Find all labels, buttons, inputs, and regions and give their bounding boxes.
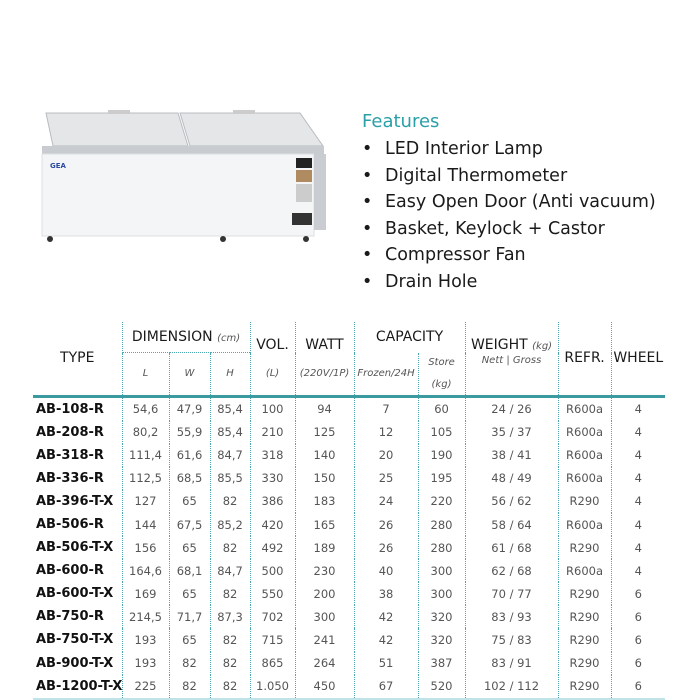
cell-type: AB-208-R xyxy=(36,424,104,440)
cell-refrigerant: R600a xyxy=(558,444,611,467)
cell-height: 82 xyxy=(210,490,250,513)
cell-refrigerant: R600a xyxy=(558,421,611,444)
cell-length: 144 xyxy=(122,513,169,536)
cell-wheel: 6 xyxy=(611,605,665,628)
cell-frozen-capacity: 26 xyxy=(354,536,418,559)
cell-volume: 492 xyxy=(250,536,295,559)
brand-logo: GEA xyxy=(50,162,66,170)
table-row xyxy=(33,467,665,490)
cell-frozen-capacity: 24 xyxy=(354,490,418,513)
feature-label: Digital Thermometer xyxy=(385,165,568,186)
cell-length: 156 xyxy=(122,536,169,559)
feature-label: Drain Hole xyxy=(385,271,478,292)
cell-watt: 165 xyxy=(295,513,354,536)
header-watt-unit: (220V/1P) xyxy=(295,353,354,397)
cell-volume: 100 xyxy=(250,396,295,421)
cell-store-capacity: 300 xyxy=(418,582,465,605)
table-row xyxy=(33,421,665,444)
header-vol-unit: (L) xyxy=(250,353,295,397)
chest-freezer-image xyxy=(38,98,330,246)
spec-table xyxy=(33,322,665,700)
table-row xyxy=(33,675,665,699)
cell-store-capacity: 105 xyxy=(418,421,465,444)
cell-weight: 24 / 26 xyxy=(465,396,558,421)
cell-weight: 48 / 49 xyxy=(465,467,558,490)
cell-width: 67,5 xyxy=(169,513,210,536)
cell-watt: 241 xyxy=(295,628,354,651)
header-weight: WEIGHT (kg) xyxy=(465,322,558,353)
cell-store-capacity: 300 xyxy=(418,559,465,582)
table-row xyxy=(33,605,665,628)
cell-weight: 62 / 68 xyxy=(465,559,558,582)
cell-watt: 300 xyxy=(295,605,354,628)
cell-wheel: 4 xyxy=(611,421,665,444)
cell-weight: 75 / 83 xyxy=(465,628,558,651)
cell-width: 47,9 xyxy=(169,396,210,421)
cell-frozen-capacity: 38 xyxy=(354,582,418,605)
table-row xyxy=(33,513,665,536)
cell-frozen-capacity: 42 xyxy=(354,605,418,628)
cell-store-capacity: 387 xyxy=(418,652,465,675)
cell-type: AB-750-T-X xyxy=(36,632,114,648)
cell-store-capacity: 520 xyxy=(418,675,465,699)
header-refr: REFR. xyxy=(558,322,611,396)
cell-type: AB-600-T-X xyxy=(36,586,114,602)
feature-label: Basket, Keylock + Castor xyxy=(385,218,605,239)
cell-height: 82 xyxy=(210,536,250,559)
cell-height: 84,7 xyxy=(210,559,250,582)
cell-refrigerant: R290 xyxy=(558,605,611,628)
feature-item xyxy=(362,136,656,163)
cell-width: 82 xyxy=(169,652,210,675)
cell-volume: 210 xyxy=(250,421,295,444)
cell-store-capacity: 280 xyxy=(418,536,465,559)
table-row xyxy=(33,536,665,559)
cell-type: AB-318-R xyxy=(36,447,104,463)
cell-wheel: 4 xyxy=(611,559,665,582)
cell-type: AB-336-R xyxy=(36,470,104,486)
cell-wheel: 4 xyxy=(611,490,665,513)
cell-frozen-capacity: 51 xyxy=(354,652,418,675)
cell-wheel: 4 xyxy=(611,467,665,490)
header-frozen: Frozen/24H xyxy=(354,353,418,397)
cell-volume: 1.050 xyxy=(250,675,295,699)
table-row xyxy=(33,559,665,582)
cell-refrigerant: R290 xyxy=(558,675,611,699)
cell-watt: 189 xyxy=(295,536,354,559)
cell-type: AB-600-R xyxy=(36,563,104,579)
header-wheel: WHEEL xyxy=(611,322,665,396)
cell-frozen-capacity: 42 xyxy=(354,628,418,651)
header-capacity: CAPACITY xyxy=(354,322,465,353)
header-weight-sub: Nett | Gross xyxy=(465,353,558,397)
feature-label: LED Interior Lamp xyxy=(385,139,543,159)
feature-item xyxy=(362,163,656,190)
cell-volume: 386 xyxy=(250,490,295,513)
header-h: H xyxy=(210,353,250,397)
cell-watt: 200 xyxy=(295,582,354,605)
cell-height: 82 xyxy=(210,652,250,675)
header-w: W xyxy=(169,353,210,397)
cell-refrigerant: R600a xyxy=(558,467,611,490)
cell-height: 87,3 xyxy=(210,605,250,628)
cell-length: 214,5 xyxy=(122,605,169,628)
cell-wheel: 4 xyxy=(611,513,665,536)
header-l: L xyxy=(122,353,169,397)
cell-width: 65 xyxy=(169,582,210,605)
cell-height: 82 xyxy=(210,582,250,605)
cell-height: 84,7 xyxy=(210,444,250,467)
cell-type: AB-506-R xyxy=(36,517,104,533)
header-store: Store (kg) xyxy=(418,353,465,397)
cell-wheel: 6 xyxy=(611,652,665,675)
cell-weight: 56 / 62 xyxy=(465,490,558,513)
cell-width: 65 xyxy=(169,628,210,651)
features-title: Features xyxy=(362,111,440,132)
features-list xyxy=(362,136,656,295)
cell-watt: 150 xyxy=(295,467,354,490)
feature-item xyxy=(362,216,656,243)
cell-volume: 865 xyxy=(250,652,295,675)
cell-width: 65 xyxy=(169,490,210,513)
table-row xyxy=(33,396,665,421)
bullet-icon: • xyxy=(362,245,373,265)
cell-length: 193 xyxy=(122,652,169,675)
cell-frozen-capacity: 40 xyxy=(354,559,418,582)
cell-watt: 230 xyxy=(295,559,354,582)
cell-width: 61,6 xyxy=(169,444,210,467)
table-row xyxy=(33,582,665,605)
bullet-icon: • xyxy=(362,165,373,186)
cell-refrigerant: R290 xyxy=(558,628,611,651)
cell-length: 127 xyxy=(122,490,169,513)
cell-length: 169 xyxy=(122,582,169,605)
cell-refrigerant: R290 xyxy=(558,490,611,513)
cell-height: 85,4 xyxy=(210,396,250,421)
header-watt: WATT xyxy=(295,322,354,353)
cell-store-capacity: 60 xyxy=(418,396,465,421)
cell-width: 55,9 xyxy=(169,421,210,444)
cell-height: 82 xyxy=(210,675,250,699)
cell-weight: 83 / 93 xyxy=(465,605,558,628)
cell-wheel: 6 xyxy=(611,675,665,699)
cell-weight: 102 / 112 xyxy=(465,675,558,699)
cell-frozen-capacity: 67 xyxy=(354,675,418,699)
cell-volume: 702 xyxy=(250,605,295,628)
table-row xyxy=(33,628,665,651)
cell-volume: 715 xyxy=(250,628,295,651)
feature-item xyxy=(362,242,656,269)
cell-refrigerant: R600a xyxy=(558,559,611,582)
bullet-icon: • xyxy=(362,139,373,159)
cell-refrigerant: R290 xyxy=(558,652,611,675)
cell-refrigerant: R290 xyxy=(558,582,611,605)
cell-type: AB-750-R xyxy=(36,609,104,625)
cell-height: 85,4 xyxy=(210,421,250,444)
cell-volume: 420 xyxy=(250,513,295,536)
bullet-icon: • xyxy=(362,218,373,239)
cell-volume: 500 xyxy=(250,559,295,582)
cell-frozen-capacity: 20 xyxy=(354,444,418,467)
cell-volume: 550 xyxy=(250,582,295,605)
cell-refrigerant: R290 xyxy=(558,536,611,559)
cell-watt: 94 xyxy=(295,396,354,421)
cell-volume: 318 xyxy=(250,444,295,467)
cell-type: AB-1200-T-X xyxy=(36,678,123,694)
header-vol: VOL. xyxy=(250,322,295,353)
cell-width: 65 xyxy=(169,536,210,559)
cell-type: AB-396-T-X xyxy=(36,493,114,509)
header-dimension: DIMENSION (cm) xyxy=(122,322,250,353)
cell-watt: 264 xyxy=(295,652,354,675)
cell-weight: 61 / 68 xyxy=(465,536,558,559)
cell-store-capacity: 190 xyxy=(418,444,465,467)
cell-watt: 183 xyxy=(295,490,354,513)
cell-refrigerant: R600a xyxy=(558,513,611,536)
cell-store-capacity: 220 xyxy=(418,490,465,513)
cell-weight: 35 / 37 xyxy=(465,421,558,444)
table-row xyxy=(33,490,665,513)
cell-type: AB-900-T-X xyxy=(36,655,114,671)
cell-watt: 125 xyxy=(295,421,354,444)
cell-store-capacity: 320 xyxy=(418,628,465,651)
cell-width: 68,1 xyxy=(169,559,210,582)
bullet-icon: • xyxy=(362,192,373,212)
cell-frozen-capacity: 12 xyxy=(354,421,418,444)
cell-frozen-capacity: 7 xyxy=(354,396,418,421)
cell-length: 112,5 xyxy=(122,467,169,490)
cell-store-capacity: 280 xyxy=(418,513,465,536)
cell-length: 225 xyxy=(122,675,169,699)
feature-item xyxy=(362,269,656,296)
feature-item xyxy=(362,189,656,216)
cell-type: AB-108-R xyxy=(36,401,104,417)
cell-wheel: 4 xyxy=(611,396,665,421)
cell-wheel: 4 xyxy=(611,536,665,559)
cell-height: 82 xyxy=(210,628,250,651)
cell-weight: 38 / 41 xyxy=(465,444,558,467)
cell-weight: 70 / 77 xyxy=(465,582,558,605)
cell-weight: 83 / 91 xyxy=(465,652,558,675)
cell-type: AB-506-T-X xyxy=(36,540,114,556)
cell-watt: 140 xyxy=(295,444,354,467)
header-type: TYPE xyxy=(60,350,95,367)
cell-frozen-capacity: 25 xyxy=(354,467,418,490)
cell-width: 71,7 xyxy=(169,605,210,628)
table-row xyxy=(33,444,665,467)
cell-store-capacity: 195 xyxy=(418,467,465,490)
bullet-icon: • xyxy=(362,271,373,292)
cell-length: 80,2 xyxy=(122,421,169,444)
cell-wheel: 6 xyxy=(611,628,665,651)
cell-height: 85,2 xyxy=(210,513,250,536)
cell-wheel: 6 xyxy=(611,582,665,605)
cell-length: 54,6 xyxy=(122,396,169,421)
cell-refrigerant: R600a xyxy=(558,396,611,421)
cell-width: 82 xyxy=(169,675,210,699)
cell-wheel: 4 xyxy=(611,444,665,467)
cell-volume: 330 xyxy=(250,467,295,490)
cell-watt: 450 xyxy=(295,675,354,699)
cell-height: 85,5 xyxy=(210,467,250,490)
features-section xyxy=(362,111,656,295)
cell-length: 111,4 xyxy=(122,444,169,467)
cell-width: 68,5 xyxy=(169,467,210,490)
cell-weight: 58 / 64 xyxy=(465,513,558,536)
cell-length: 164,6 xyxy=(122,559,169,582)
cell-frozen-capacity: 26 xyxy=(354,513,418,536)
cell-store-capacity: 320 xyxy=(418,605,465,628)
table-row xyxy=(33,652,665,675)
cell-length: 193 xyxy=(122,628,169,651)
feature-label: Easy Open Door (Anti vacuum) xyxy=(385,192,656,212)
feature-label: Compressor Fan xyxy=(385,245,526,265)
